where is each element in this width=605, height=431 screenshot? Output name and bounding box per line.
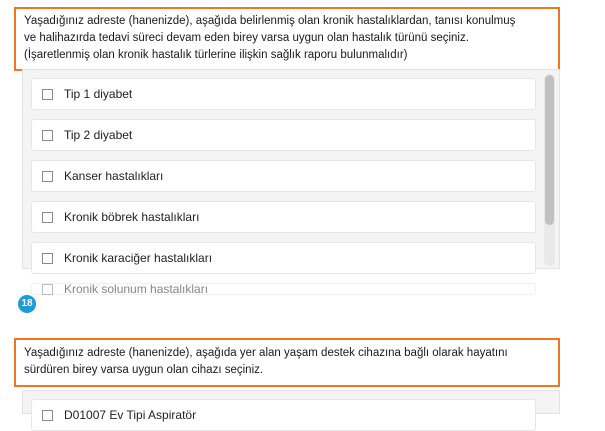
option-row[interactable]	[31, 242, 536, 274]
option-row[interactable]	[31, 201, 536, 233]
option-row[interactable]	[31, 283, 536, 295]
question-1-prompt-line-1: Yaşadığınız adreste (hanenizde), aşağıda belirlenmiş olan kronik hastalıklardan, tanısı konulmuş	[24, 15, 516, 27]
panel-scrollbar-track[interactable]	[544, 74, 555, 266]
option-label: D01007 Ev Tipi Aspiratör	[64, 408, 197, 422]
question-2-prompt	[14, 338, 560, 387]
question-2-options-panel	[22, 390, 560, 422]
option-label: Kronik solunum hastalıkları	[64, 282, 209, 296]
option-label: Kronik karaciğer hastalıkları	[64, 251, 213, 265]
question-1-option-list	[31, 78, 536, 304]
option-label: Tip 1 diyabet	[64, 87, 133, 101]
option-row[interactable]	[31, 399, 536, 431]
checkbox-icon[interactable]	[42, 130, 53, 141]
question-1-prompt-line-2: ve halihazırda tedavi süreci devam eden birey varsa uygun olan hastalık türünü seçiniz.	[24, 32, 469, 44]
checkbox-icon[interactable]	[42, 284, 53, 295]
checkbox-icon[interactable]	[42, 410, 53, 421]
option-label: Kronik böbrek hastalıkları	[64, 210, 200, 224]
option-row[interactable]	[31, 119, 536, 151]
panel-scrollbar-thumb[interactable]	[545, 75, 554, 225]
question-2-prompt-line-2: sürdüren birey varsa uygun olan cihazı seçiniz.	[24, 364, 264, 376]
option-row[interactable]	[31, 78, 536, 110]
question-2-number-badge: 18	[18, 295, 36, 313]
checkbox-icon[interactable]	[42, 89, 53, 100]
option-label: Kanser hastalıkları	[64, 169, 164, 183]
option-row[interactable]	[31, 160, 536, 192]
question-2-prompt-line-1: Yaşadığınız adreste (hanenizde), aşağıda yer alan yaşam destek cihazına bağlı olarak hayatını	[24, 347, 508, 359]
page-right-margin	[564, 0, 605, 414]
checkbox-icon[interactable]	[42, 253, 53, 264]
question-1-prompt	[14, 7, 560, 71]
checkbox-icon[interactable]	[42, 171, 53, 182]
checkbox-icon[interactable]	[42, 212, 53, 223]
option-label: Tip 2 diyabet	[64, 128, 133, 142]
question-1-prompt-line-3: (İşaretlenmiş olan kronik hastalık türlerine ilişkin sağlık raporu bulunmalıdır)	[24, 49, 408, 61]
question-1-options-panel	[22, 69, 560, 296]
